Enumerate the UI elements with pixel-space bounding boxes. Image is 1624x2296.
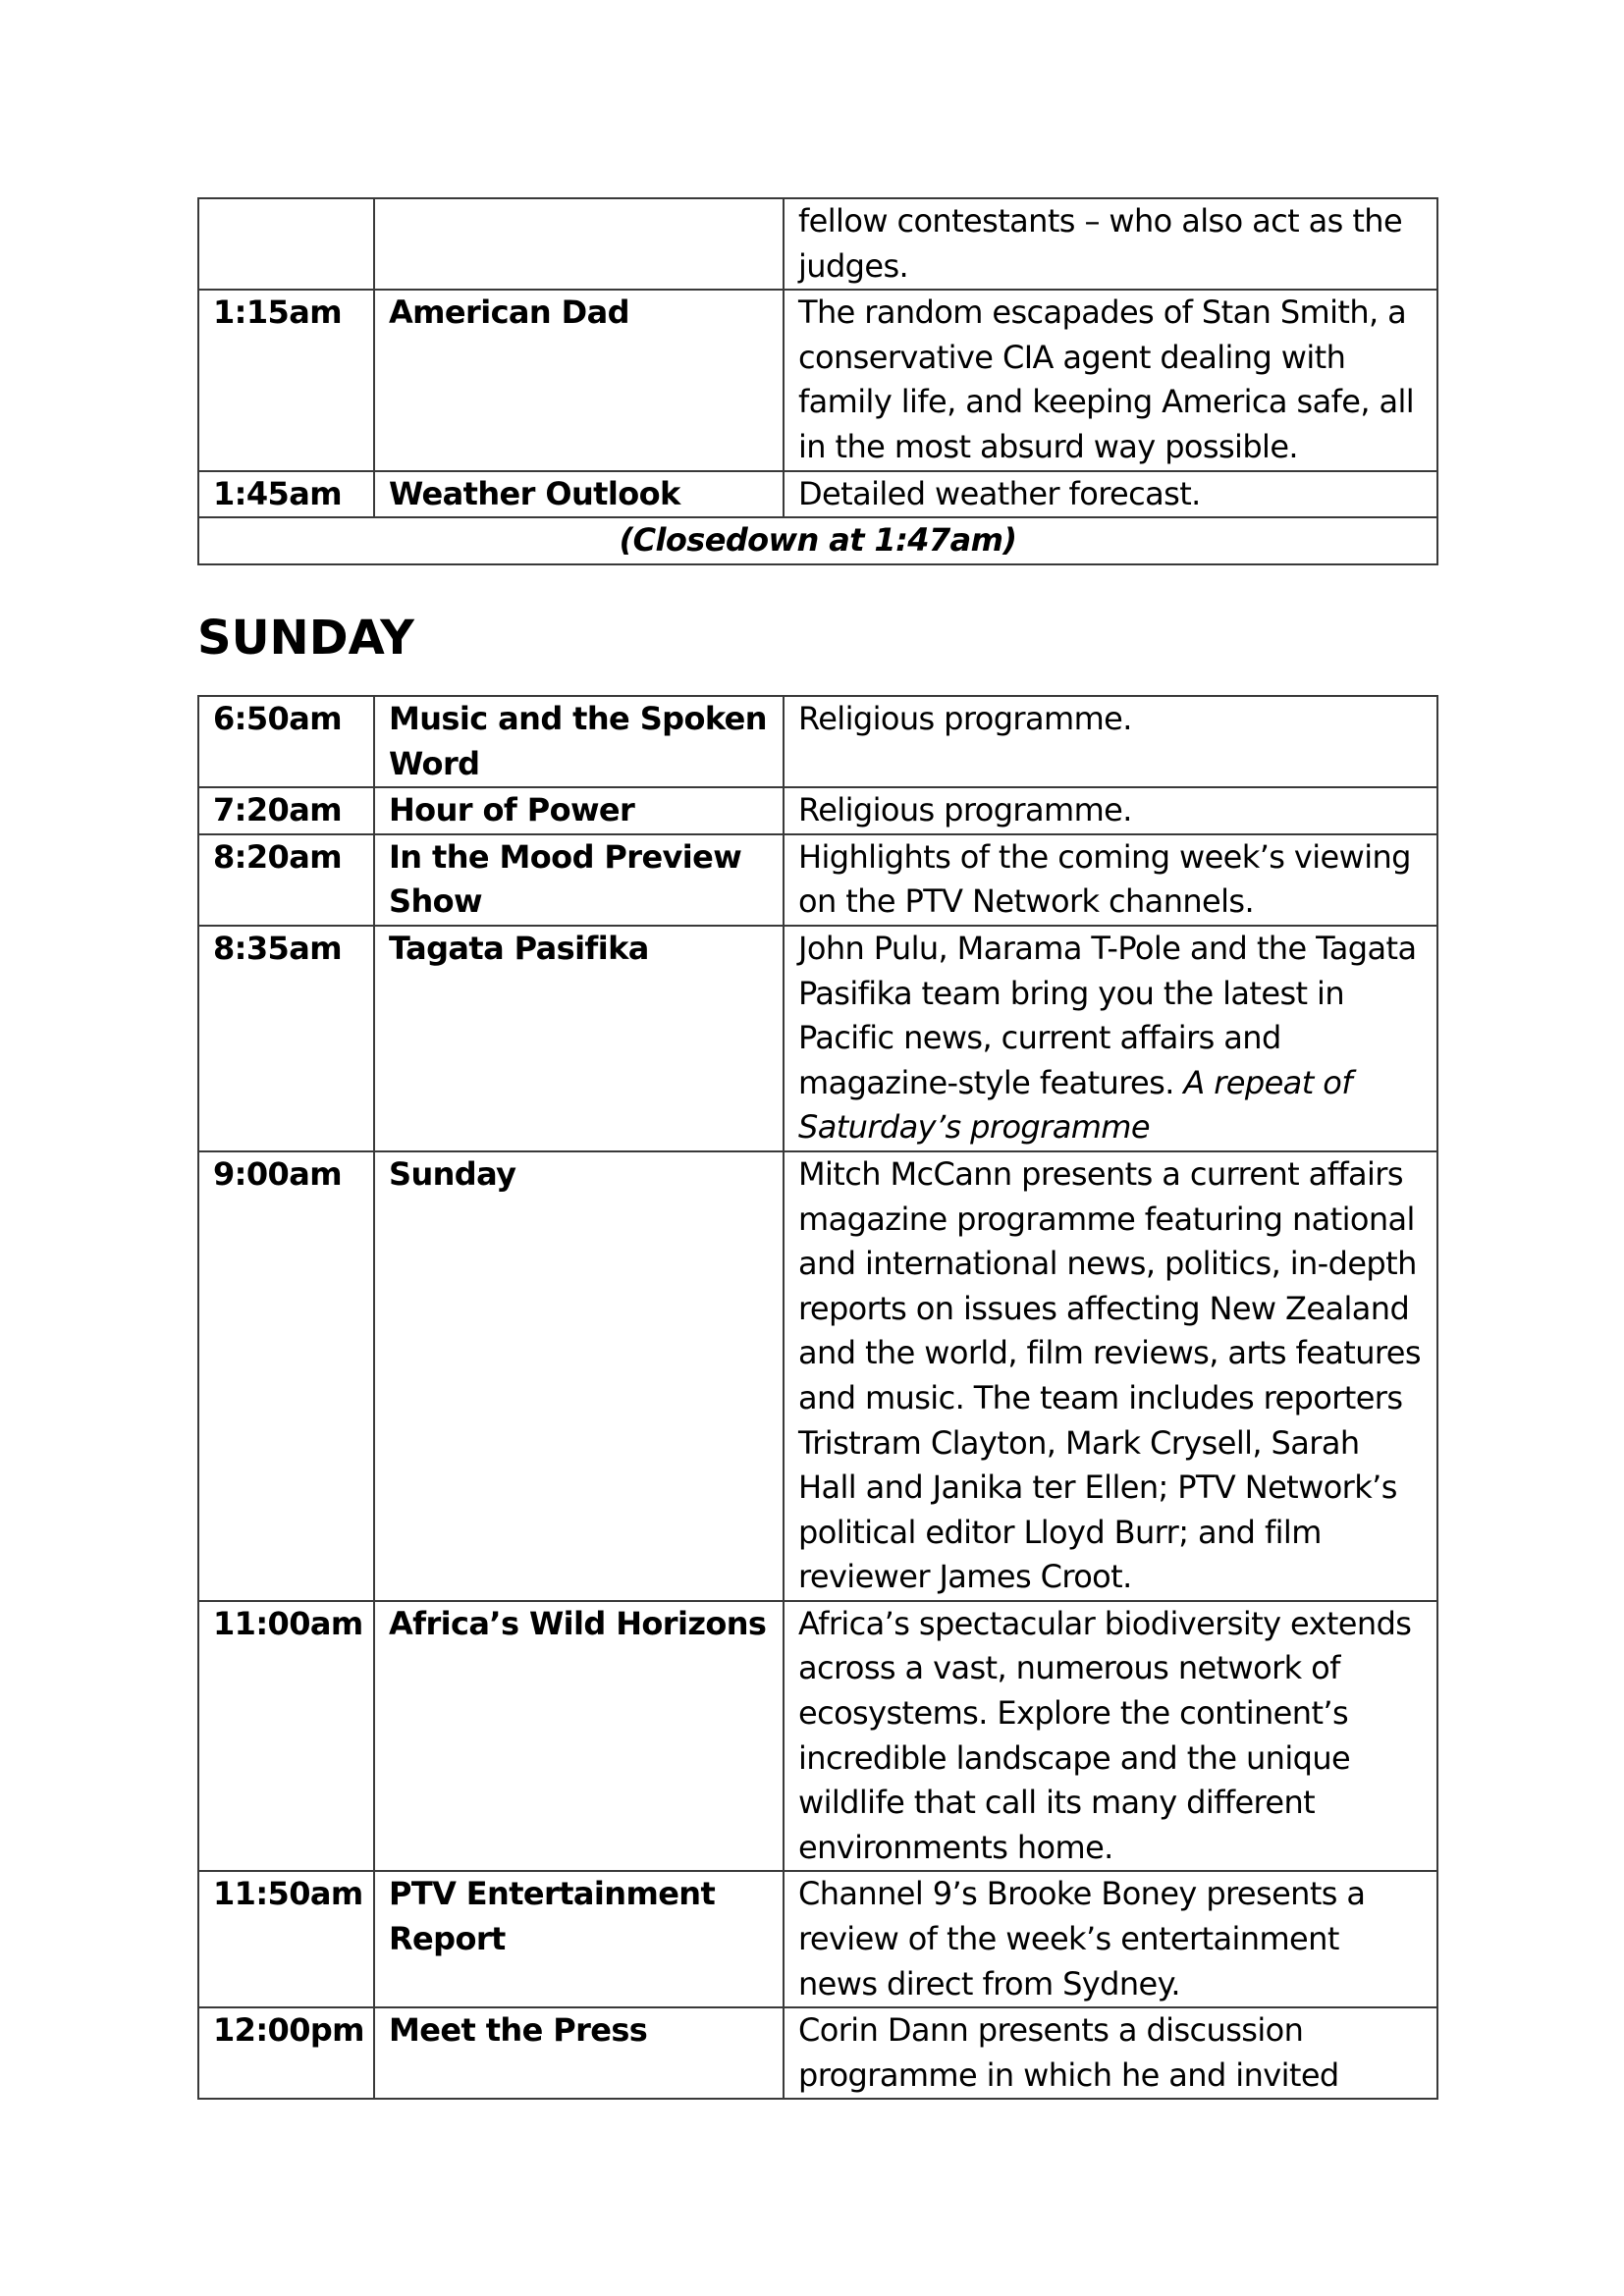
description-text: Channel 9’s Brooke Boney presents a review of the week’s entertainment news direct from Sydney. bbox=[798, 1875, 1366, 2002]
programme-description bbox=[784, 198, 1437, 290]
table-row bbox=[198, 834, 1437, 926]
description-text: Religious programme. bbox=[798, 700, 1132, 737]
programme-time: 9:00am bbox=[198, 1151, 374, 1601]
table-row bbox=[198, 1871, 1437, 2007]
description-text: Africa’s spectacular biodiversity extends across a vast, numerous network of ecosystems. Explore the continent’s incredible landscape and the unique wildlife that call its many different environments home. bbox=[798, 1604, 1412, 1866]
programme-title: PTV Entertainment Report bbox=[374, 1871, 784, 2007]
description-text: Highlights of the coming week’s viewing on the PTV Network channels. bbox=[798, 837, 1411, 921]
table-row bbox=[198, 471, 1437, 518]
programme-title: Music and the Spoken Word bbox=[374, 696, 784, 787]
programme-time: 11:00am bbox=[198, 1601, 374, 1872]
description-text: The random escapades of Stan Smith, a conservative CIA agent dealing with family life, and keeping America safe, all in the most absurd way possible. bbox=[798, 294, 1415, 465]
saturday-schedule-continued bbox=[197, 197, 1436, 565]
repeat-note: A repeat of Saturday’s programme bbox=[798, 1063, 1352, 1147]
programme-time: 6:50am bbox=[198, 696, 374, 787]
programme-title: American Dad bbox=[374, 290, 784, 470]
sunday-schedule bbox=[197, 695, 1436, 2100]
programme-description bbox=[784, 926, 1437, 1151]
saturday-schedule-table bbox=[197, 197, 1438, 565]
programme-description bbox=[784, 2007, 1437, 2099]
table-row bbox=[198, 696, 1437, 787]
table-row bbox=[198, 1151, 1437, 1601]
description-text: Corin Dann presents a discussion programme in which he and invited bbox=[798, 2011, 1339, 2094]
description-text: John Pulu, Marama T-Pole and the Tagata Pasifika team bring you the latest in Pacific news, current affairs and magazine-style features. bbox=[798, 929, 1417, 1101]
table-row bbox=[198, 787, 1437, 834]
programme-description bbox=[784, 834, 1437, 926]
programme-description bbox=[784, 290, 1437, 470]
closedown-note: (Closedown at 1:47am) bbox=[198, 517, 1437, 564]
sunday-schedule-table bbox=[197, 695, 1438, 2100]
closedown-row bbox=[198, 517, 1437, 564]
description-text: Mitch McCann presents a current affairs magazine programme featuring national and international news, politics, in-depth reports on issues affecting New Zealand and the world, film reviews, arts features and music. The team includes reporters Tristram Clayton, Mark Crysell, Sarah Hall and Janika ter Ellen; PTV Network’s political editor Lloyd Burr; and film reviewer James Croot. bbox=[798, 1154, 1421, 1596]
programme-description bbox=[784, 1601, 1437, 1872]
programme-title: Sunday bbox=[374, 1151, 784, 1601]
programme-title: Africa’s Wild Horizons bbox=[374, 1601, 784, 1872]
description-text: Religious programme. bbox=[798, 791, 1132, 829]
description-text: fellow contestants – who also act as the judges. bbox=[798, 202, 1403, 285]
table-row bbox=[198, 1601, 1437, 1872]
programme-title: In the Mood Preview Show bbox=[374, 834, 784, 926]
programme-description bbox=[784, 696, 1437, 787]
programme-title bbox=[374, 198, 784, 290]
table-row bbox=[198, 198, 1437, 290]
programme-description bbox=[784, 1871, 1437, 2007]
programme-time: 7:20am bbox=[198, 787, 374, 834]
table-row bbox=[198, 290, 1437, 470]
programme-time: 1:15am bbox=[198, 290, 374, 470]
programme-title: Meet the Press bbox=[374, 2007, 784, 2099]
programme-time: 12:00pm bbox=[198, 2007, 374, 2099]
description-text: Detailed weather forecast. bbox=[798, 474, 1201, 512]
day-heading: SUNDAY bbox=[197, 611, 414, 666]
programme-time: 8:20am bbox=[198, 834, 374, 926]
programme-description bbox=[784, 1151, 1437, 1601]
programme-time: 8:35am bbox=[198, 926, 374, 1151]
programme-time: 1:45am bbox=[198, 471, 374, 518]
programme-time: 11:50am bbox=[198, 1871, 374, 2007]
programme-description bbox=[784, 787, 1437, 834]
programme-title: Weather Outlook bbox=[374, 471, 784, 518]
programme-time bbox=[198, 198, 374, 290]
table-row bbox=[198, 2007, 1437, 2099]
programme-title: Hour of Power bbox=[374, 787, 784, 834]
table-row bbox=[198, 926, 1437, 1151]
programme-description bbox=[784, 471, 1437, 518]
programme-title: Tagata Pasifika bbox=[374, 926, 784, 1151]
